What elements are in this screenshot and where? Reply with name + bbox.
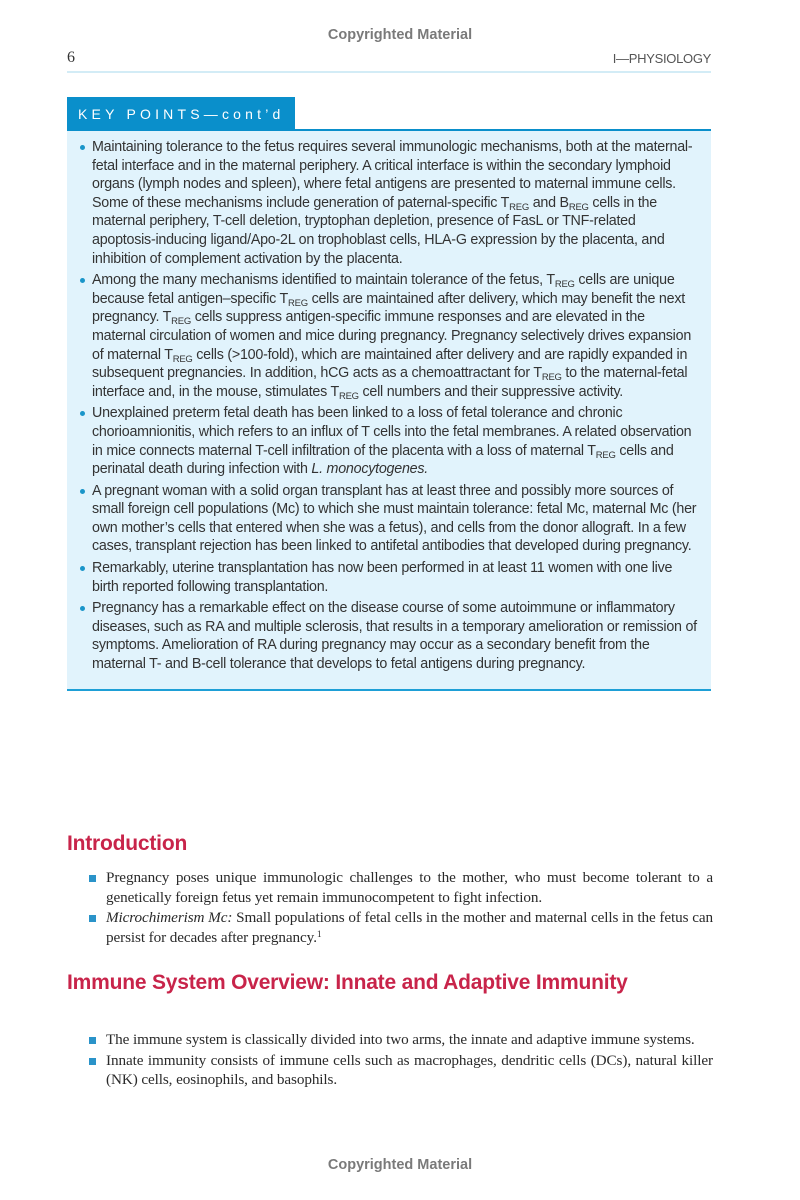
key-point-item: A pregnant woman with a solid organ transplant has at least three and possibly more sources of small foreign cell populations (Mc) to which she must maintain tolerance: fetal Mc, maternal Mc (her own mother’s cells that entered when she was a fetus), and cells from the donor allograft. In a few cases, transplant rejection has been linked to antifetal antibodies that developed during pregnancy. (77, 482, 697, 556)
subscript: REG (171, 316, 191, 328)
introduction-item: Pregnancy poses unique immunologic challenges to the mother, who must become tolerant to a genetically foreign fetus yet remain immunocompetent to fight infection. (89, 868, 713, 907)
key-point-item: Pregnancy has a remarkable effect on the disease course of some autoimmune or inflammatory diseases, such as RA and multiple sclerosis, that results in a temporary amelioration or remission of symptoms. Amelioration of RA during pregnancy may occur as a secondary benefit from the maternal T- and B-cell tolerance that develops to fetal antigens during pregnancy. (77, 599, 697, 673)
bullet-icon (80, 606, 85, 611)
immune-overview-item: The immune system is classically divided into two arms, the innate and adaptive immune systems. (89, 1030, 713, 1050)
bullet-icon (80, 278, 85, 283)
page-number: 6 (67, 49, 75, 66)
section-label: I—PHYSIOLOGY (612, 51, 711, 66)
subscript: REG (541, 372, 562, 384)
subscript: REG (338, 390, 359, 402)
subscript: REG (568, 201, 589, 213)
bullet-icon (89, 915, 96, 922)
bullet-icon (89, 875, 96, 882)
bullet-icon (80, 489, 85, 494)
subscript: REG (172, 353, 193, 365)
copyright-watermark-top: Copyrighted Material (327, 27, 473, 43)
bullet-icon (80, 145, 85, 150)
subscript: REG (554, 279, 575, 291)
bullet-icon (80, 411, 85, 416)
key-points-list (77, 138, 697, 674)
key-point-item: Among the many mechanisms identified to maintain tolerance of the fetus, $T_{REG}$ cells are unique because fetal antigen–specific $T_{REG}$ cells are maintained after delivery, which may benefit the next pregnancy. $T_{REG}$ cells suppress antigen-specific immune responses and are elevated in the maternal circulation of women and mice during pregnancy. Pregnancy selectively drives expansion of maternal $T_{REG}$ cells (>100-fold), which are maintained after delivery and are rapidly expanded in subsequent pregnancies. In addition, hCG acts as a chemoattractant for $T_{REG}$ to the maternal-fetal interface and, in the mouse, stimulates $T_{REG}$ cell numbers and their suppressive activity. (77, 271, 697, 401)
key-point-item: Maintaining tolerance to the fetus requires several immunologic mechanisms, both at the maternal-fetal interface and in the maternal periphery. A critical interface is within the secondary lymphoid organs (lymph nodes and spleen), where fetal antigens are presented to maternal immune cells. Some of these mechanisms include generation of paternal-specific $T_{REG}$ and $B_{REG}$ cells in the maternal periphery, T-cell deletion, tryptophan depletion, presence of FasL or TNF-related apoptosis-inducing ligand/Apo-2L on trophoblast cells, HLA-G expression by the placenta, and inhibition of complement activation by the placenta. (77, 138, 697, 268)
italic-term: L. monocytogenes. (311, 461, 428, 478)
introduction-heading: Introduction (67, 832, 188, 855)
introduction-list (89, 868, 713, 948)
running-head (67, 49, 711, 73)
introduction-item: Microchimerism Mc: Small populations of fetal cells in the mother and maternal cells in the fetus can persist for decades after pregnancy.$^1$ (89, 908, 713, 947)
subscript: REG (509, 201, 529, 213)
key-points-box (67, 97, 711, 691)
immune-overview-item: Innate immunity consists of immune cells such as macrophages, dendritic cells (DCs), natural killer (NK) cells, eosinophils, and basophils. (89, 1051, 713, 1090)
bullet-icon (89, 1037, 96, 1044)
reference-superscript: 1 (316, 929, 322, 940)
key-point-item: Unexplained preterm fetal death has been linked to a loss of fetal tolerance and chronic chorioamnionitis, which refers to an influx of T cells into the fetal membranes. A related observation in mice connects maternal T-cell infiltration of the placenta with a loss of maternal $T_{REG}$ cells and perinatal death during infection with L. monocytogenes. (77, 404, 697, 478)
key-points-title: KEY POINTS—cont’d (67, 97, 295, 129)
copyright-watermark-bottom: Copyrighted Material (327, 1157, 473, 1173)
italic-term: Microchimerism Mc: (106, 909, 233, 926)
subscript: REG (288, 297, 308, 309)
key-points-body (67, 129, 711, 691)
bullet-icon (80, 566, 85, 571)
subscript: REG (595, 449, 616, 461)
immune-overview-heading: Immune System Overview: Innate and Adaptive Immunity (67, 971, 628, 994)
key-point-item: Remarkably, uterine transplantation has now been performed in at least 11 women with one live birth reported following transplantation. (77, 559, 697, 596)
immune-overview-list (89, 1030, 713, 1091)
bullet-icon (89, 1058, 96, 1065)
